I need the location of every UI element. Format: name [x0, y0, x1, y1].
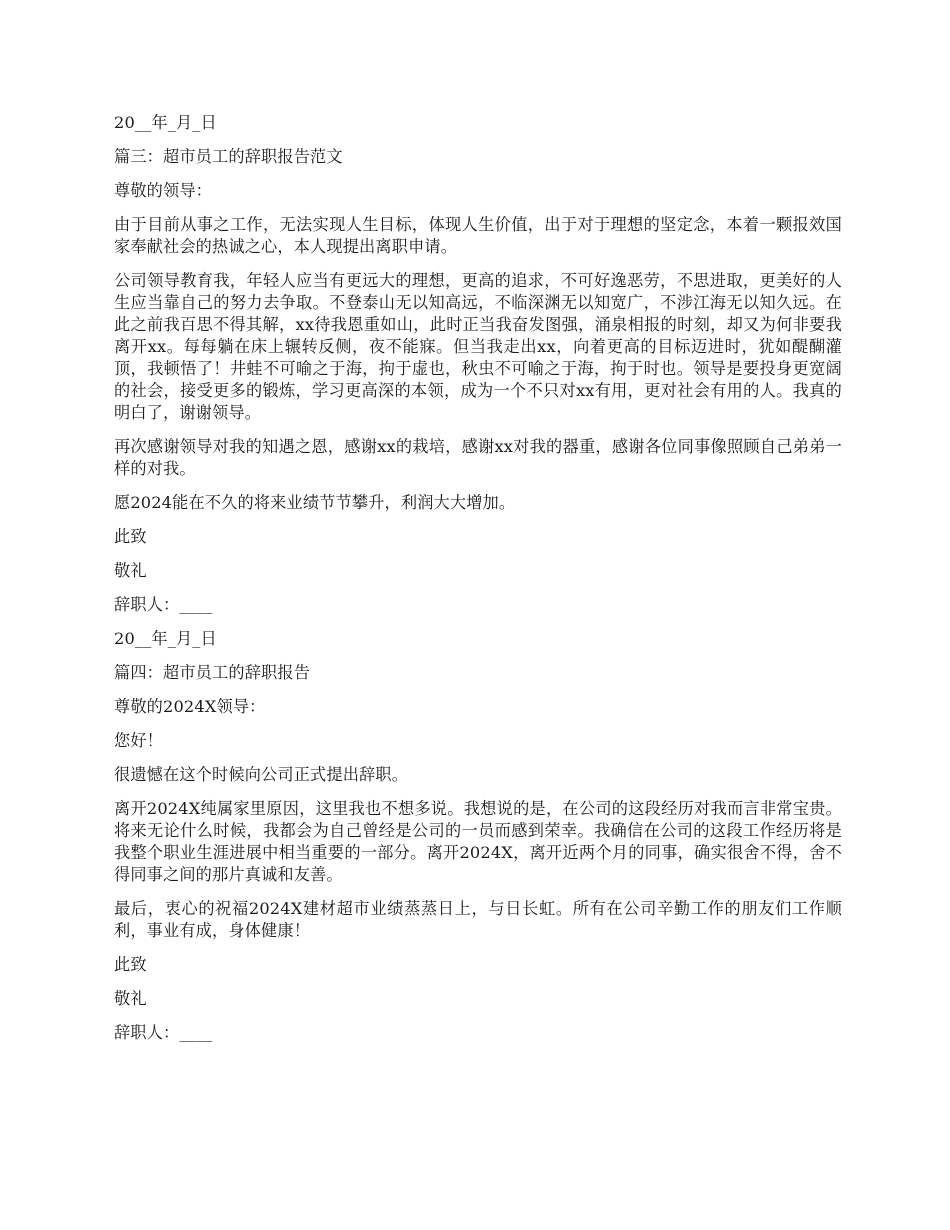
document-page	[114, 112, 842, 1056]
signature-line: 辞职人：____	[114, 1023, 213, 1042]
body-paragraph: 公司领导教育我，年轻人应当有更远大的理想，更高的追求，不可好逸恶劳，不思进取，更美好的人生应当靠自己的努力去争取。不登泰山无以知高远，不临深渊无以知宽广，不涉江海无以知久远。在此之前我百思不得其解，xx待我恩重如山，此时正当我奋发图强，涌泉相报的时刻，却又为何非要我离开xx。每每躺在床上辗转反侧，夜不能寐。但当我走出xx，向着更高的目标迈进时，犹如醍醐灌顶，我顿悟了！井蛙不可喻之于海，拘于虚也，秋虫不可喻之于海，拘于时也。领导是要投身更宽阔的社会，接受更多的锻炼，学习更高深的本领，成为一个不只对xx有用，更对社会有用的人。我真的明白了，谢谢领导。	[114, 271, 842, 422]
date-line: 20__年_月_日	[114, 113, 217, 132]
signature-line: 辞职人：____	[114, 595, 213, 614]
greeting: 您好！	[114, 731, 164, 750]
body-paragraph: 离开2024X纯属家里原因，这里我也不想多说。我想说的是，在公司的这段经历对我而言非常宝贵。将来无论什么时候，我都会为自己曾经是公司的一员而感到荣幸。我确信在公司的这段工作经历将是我整个职业生涯进展中相当重要的一部分。离开2024X，离开近两个月的同事，确实很舍不得，舍不得同事之间的那片真诚和友善。	[114, 799, 842, 884]
body-paragraph: 再次感谢领导对我的知遇之恩，感谢xx的栽培，感谢xx对我的器重，感谢各位同事像照顾自己弟弟一样的对我。	[114, 437, 842, 478]
section-title: 篇四：超市员工的辞职报告	[114, 663, 311, 682]
section-title: 篇三：超市员工的辞职报告范文	[114, 147, 343, 166]
closing-line: 此致	[114, 955, 147, 974]
body-paragraph: 愿2024能在不久的将来业绩节节攀升，利润大大增加。	[114, 493, 516, 512]
salutation: 尊敬的2024X领导：	[114, 697, 266, 716]
body-paragraph: 很遗憾在这个时候向公司正式提出辞职。	[114, 765, 409, 784]
body-paragraph: 由于目前从事之工作，无法实现人生目标，体现人生价值，出于对于理想的坚定念，本着一颗报效国家奉献社会的热诚之心，本人现提出离职申请。	[114, 215, 842, 256]
closing-line: 此致	[114, 527, 147, 546]
date-line: 20__年_月_日	[114, 629, 217, 648]
closing-line: 敬礼	[114, 561, 147, 580]
body-paragraph: 最后，衷心的祝福2024X建材超市业绩蒸蒸日上，与日长虹。所有在公司辛勤工作的朋友们工作顺利，事业有成，身体健康！	[114, 899, 842, 940]
salutation: 尊敬的领导：	[114, 181, 213, 200]
closing-line: 敬礼	[114, 989, 147, 1008]
